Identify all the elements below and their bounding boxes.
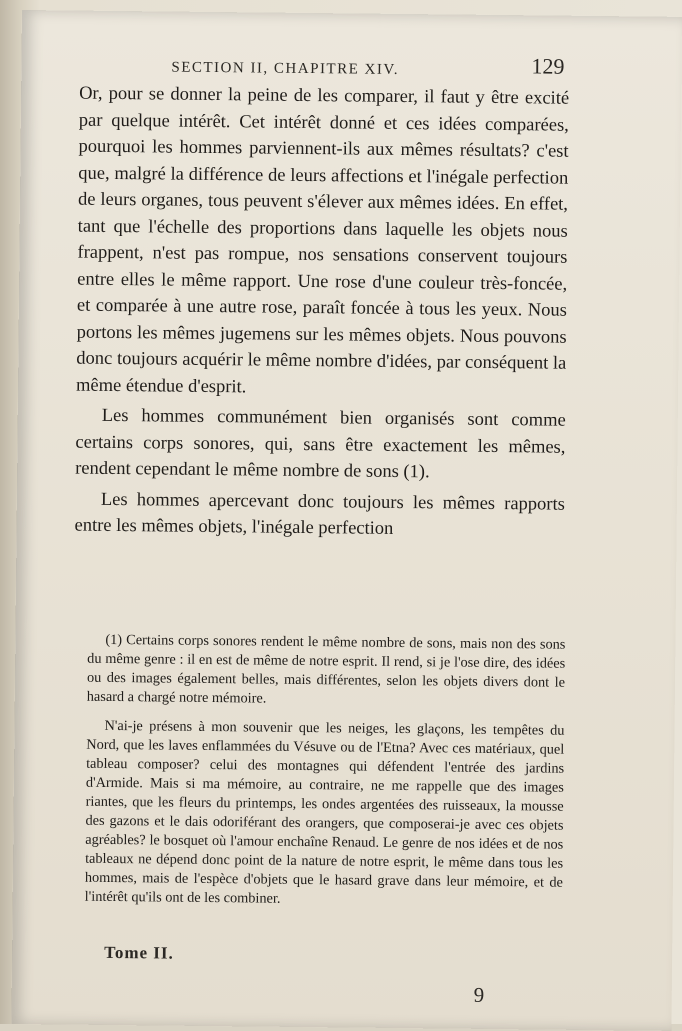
main-text (74, 81, 569, 545)
signature-number: 9 (473, 982, 485, 1007)
page-number: 129 (531, 53, 565, 79)
footnotes (85, 631, 566, 912)
book-page (11, 10, 682, 1031)
footnote-1: (1) Certains corps sonores rendent le même nombre de sons, mais non des sons du même genre : il en est de même de notre esprit. Il rend, si je l'ose dire, des idées ou des images également belles, mais différentes, selon les objets divers dont le hasard a chargé notre mémoire. (86, 631, 566, 707)
paragraph-1: Or, pour se donner la peine de les comparer, il faut y être excité par quelque intérêt. Cet intérêt donné et ces idées comparées, pourquoi les hommes parviennent-ils aux mêmes résultats? c'est que, malgré la différence de leurs affections et l'inégale perfection de leurs organes, tous peuvent s'élever aux mêmes idées. En effet, tant que l'échelle des proportions dans laquelle les objets nous frappent, n'est pas rompue, nos sensations conservent toujours entre elles le même rapport. Une rose d'une couleur très-foncée, et comparée à une autre rose, paraît foncée à tous les yeux. Nous portons les mêmes jugemens sur les mêmes objets. Nous pouvons donc toujours acquérir le même nombre d'idées, par conséquent la même étendue d'esprit. (75, 83, 570, 397)
volume-label: Tome II. (104, 942, 174, 963)
running-head (171, 60, 591, 81)
running-title: SECTION II, CHAPITRE XIV. (171, 59, 400, 78)
paragraph-2: Les hommes communément bien organisés sont comme certains corps sonores, qui, sans être exactement les mêmes, rendent cependant le même nombre de sons (1). (75, 405, 566, 483)
footnote-1-continued: N'ai-je présens à mon souvenir que les neiges, les glaçons, les tempêtes du Nord, que les laves enflammées du Vésuve ou de l'Etna? Avec ces matériaux, quel tableau composer? celui des montagnes qui défendent l'entrée des jardins d'Armide. Mais si ma mémoire, au contraire, ne me rappelle que des images riantes, que les fleurs du printemps, les ondes argentées des ruisseaux, la mousse des gazons et le dais odoriférant des orangers, que composerai-je avec ces objets agréables? le bosquet où l'amour enchaîne Renaud. Le genre de nos idées et de nos tableaux ne dépend donc point de la nature de notre esprit, le même dans tous les hommes, mais de l'espèce d'objets que le hasard grave dans leur mémoire, et de l'intérêt qu'ils ont de les combiner. (84, 717, 565, 907)
paragraph-3: Les hommes apercevant donc toujours les mêmes rapports entre les mêmes objets, l'inégale perfection (74, 489, 565, 539)
